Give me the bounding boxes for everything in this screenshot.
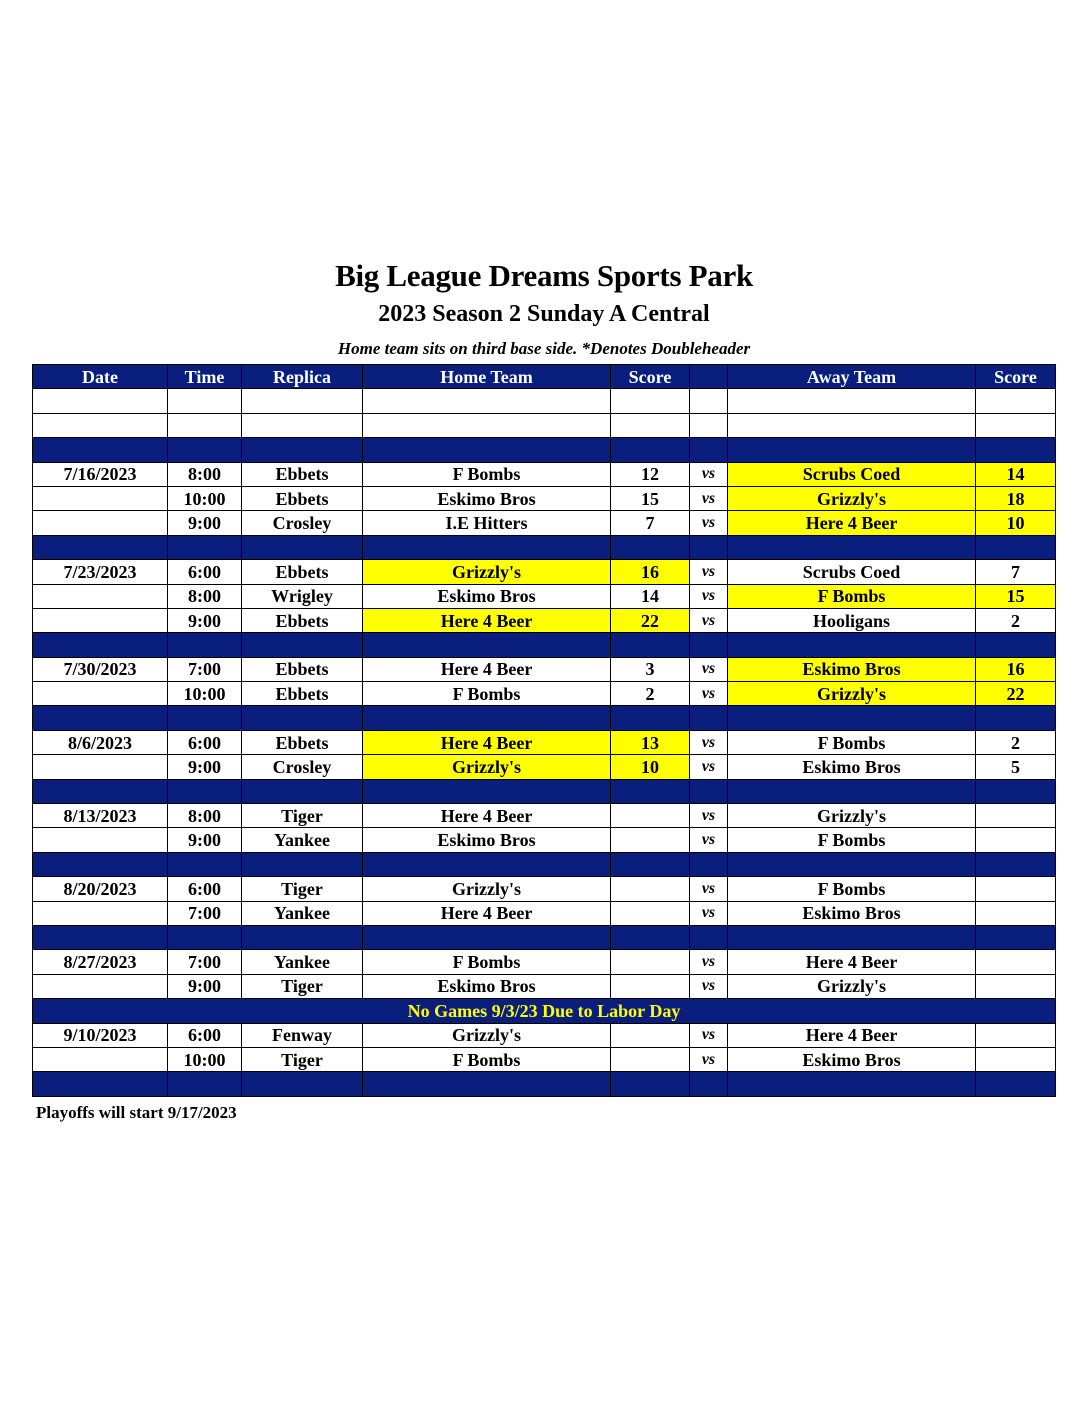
home-team-cell: Eskimo Bros bbox=[363, 828, 611, 852]
home-score-cell bbox=[611, 1023, 690, 1047]
away-team-cell: F Bombs bbox=[728, 828, 976, 852]
vs-cell bbox=[690, 852, 728, 876]
replica-cell bbox=[242, 925, 363, 949]
time-cell: 9:00 bbox=[168, 608, 242, 632]
home-team-cell bbox=[363, 389, 611, 413]
away-team-cell: Eskimo Bros bbox=[728, 901, 976, 925]
home-team-cell: Grizzly's bbox=[363, 877, 611, 901]
away-team-cell: Grizzly's bbox=[728, 804, 976, 828]
home-score-cell bbox=[611, 1072, 690, 1096]
vs-cell bbox=[690, 706, 728, 730]
game-row bbox=[33, 608, 1056, 632]
time-cell: 8:00 bbox=[168, 584, 242, 608]
time-cell: 10:00 bbox=[168, 1047, 242, 1071]
home-score-cell bbox=[611, 950, 690, 974]
time-cell bbox=[168, 706, 242, 730]
home-team-cell: F Bombs bbox=[363, 1047, 611, 1071]
home-team-cell bbox=[363, 535, 611, 559]
home-team-cell: Eskimo Bros bbox=[363, 974, 611, 998]
replica-cell bbox=[242, 389, 363, 413]
home-score-cell: 2 bbox=[611, 682, 690, 706]
away-score-cell bbox=[976, 877, 1056, 901]
replica-cell: Fenway bbox=[242, 1023, 363, 1047]
game-row bbox=[33, 828, 1056, 852]
replica-cell: Ebbets bbox=[242, 486, 363, 510]
home-team-cell: F Bombs bbox=[363, 950, 611, 974]
replica-cell: Wrigley bbox=[242, 584, 363, 608]
replica-cell bbox=[242, 413, 363, 437]
away-team-cell: Scrubs Coed bbox=[728, 560, 976, 584]
vs-cell: vs bbox=[690, 1047, 728, 1071]
home-score-cell: 22 bbox=[611, 608, 690, 632]
header-vs bbox=[690, 365, 728, 389]
game-row bbox=[33, 730, 1056, 754]
away-score-cell bbox=[976, 389, 1056, 413]
replica-cell: Yankee bbox=[242, 901, 363, 925]
home-team-cell: Eskimo Bros bbox=[363, 584, 611, 608]
home-score-cell bbox=[611, 413, 690, 437]
date-cell: 8/6/2023 bbox=[33, 730, 168, 754]
home-score-cell: 14 bbox=[611, 584, 690, 608]
home-team-cell bbox=[363, 779, 611, 803]
header-away-score: Score bbox=[976, 365, 1056, 389]
game-row bbox=[33, 804, 1056, 828]
away-team-cell bbox=[728, 535, 976, 559]
home-team-cell bbox=[363, 925, 611, 949]
notice-text: No Games 9/3/23 Due to Labor Day bbox=[33, 999, 1056, 1023]
replica-cell bbox=[242, 706, 363, 730]
replica-cell: Tiger bbox=[242, 804, 363, 828]
away-team-cell: F Bombs bbox=[728, 584, 976, 608]
away-team-cell bbox=[728, 706, 976, 730]
game-row bbox=[33, 901, 1056, 925]
time-cell: 10:00 bbox=[168, 682, 242, 706]
date-cell bbox=[33, 584, 168, 608]
vs-cell: vs bbox=[690, 486, 728, 510]
home-score-cell bbox=[611, 852, 690, 876]
time-cell bbox=[168, 413, 242, 437]
replica-cell: Yankee bbox=[242, 950, 363, 974]
home-score-cell bbox=[611, 779, 690, 803]
header-date: Date bbox=[33, 365, 168, 389]
away-score-cell bbox=[976, 804, 1056, 828]
home-score-cell bbox=[611, 706, 690, 730]
date-cell bbox=[33, 852, 168, 876]
time-cell: 7:00 bbox=[168, 901, 242, 925]
away-team-cell bbox=[728, 852, 976, 876]
header-row bbox=[33, 365, 1056, 389]
date-cell bbox=[33, 682, 168, 706]
time-cell bbox=[168, 633, 242, 657]
vs-cell: vs bbox=[690, 657, 728, 681]
replica-cell bbox=[242, 535, 363, 559]
home-score-cell bbox=[611, 535, 690, 559]
away-team-cell bbox=[728, 633, 976, 657]
header-away-team: Away Team bbox=[728, 365, 976, 389]
away-score-cell bbox=[976, 535, 1056, 559]
home-team-cell: Here 4 Beer bbox=[363, 901, 611, 925]
away-score-cell bbox=[976, 828, 1056, 852]
vs-cell: vs bbox=[690, 682, 728, 706]
vs-cell: vs bbox=[690, 462, 728, 486]
replica-cell: Ebbets bbox=[242, 657, 363, 681]
schedule-body bbox=[33, 389, 1056, 1096]
home-score-cell bbox=[611, 1047, 690, 1071]
vs-cell bbox=[690, 389, 728, 413]
game-row bbox=[33, 462, 1056, 486]
vs-cell: vs bbox=[690, 584, 728, 608]
game-row bbox=[33, 1023, 1056, 1047]
home-team-cell: Grizzly's bbox=[363, 560, 611, 584]
date-cell: 7/16/2023 bbox=[33, 462, 168, 486]
separator-row bbox=[33, 1072, 1056, 1096]
empty-row bbox=[33, 389, 1056, 413]
game-row bbox=[33, 755, 1056, 779]
date-cell bbox=[33, 633, 168, 657]
replica-cell: Ebbets bbox=[242, 682, 363, 706]
home-score-cell bbox=[611, 389, 690, 413]
home-team-cell: Here 4 Beer bbox=[363, 804, 611, 828]
home-score-cell bbox=[611, 633, 690, 657]
date-cell bbox=[33, 1047, 168, 1071]
home-score-cell: 12 bbox=[611, 462, 690, 486]
schedule-table bbox=[32, 364, 1056, 1097]
time-cell bbox=[168, 852, 242, 876]
replica-cell: Yankee bbox=[242, 828, 363, 852]
time-cell: 9:00 bbox=[168, 828, 242, 852]
time-cell: 9:00 bbox=[168, 974, 242, 998]
home-score-cell bbox=[611, 804, 690, 828]
away-score-cell: 15 bbox=[976, 584, 1056, 608]
home-team-cell: Here 4 Beer bbox=[363, 730, 611, 754]
away-team-cell bbox=[728, 438, 976, 462]
away-score-cell bbox=[976, 706, 1056, 730]
away-team-cell: Hooligans bbox=[728, 608, 976, 632]
schedule-note: Home team sits on third base side. *Denotes Doubleheader bbox=[337, 339, 751, 358]
away-team-cell: Grizzly's bbox=[728, 682, 976, 706]
separator-row bbox=[33, 925, 1056, 949]
away-score-cell bbox=[976, 1023, 1056, 1047]
vs-cell bbox=[690, 438, 728, 462]
vs-cell: vs bbox=[690, 974, 728, 998]
home-score-cell: 13 bbox=[611, 730, 690, 754]
home-team-cell: Eskimo Bros bbox=[363, 486, 611, 510]
time-cell bbox=[168, 535, 242, 559]
vs-cell: vs bbox=[690, 755, 728, 779]
away-team-cell: Eskimo Bros bbox=[728, 755, 976, 779]
home-team-cell: I.E Hitters bbox=[363, 511, 611, 535]
away-score-cell bbox=[976, 1047, 1056, 1071]
away-score-cell bbox=[976, 779, 1056, 803]
date-cell bbox=[33, 706, 168, 730]
replica-cell: Tiger bbox=[242, 974, 363, 998]
time-cell: 6:00 bbox=[168, 877, 242, 901]
home-team-cell bbox=[363, 1072, 611, 1096]
time-cell: 8:00 bbox=[168, 804, 242, 828]
home-team-cell bbox=[363, 633, 611, 657]
date-cell bbox=[33, 779, 168, 803]
home-score-cell bbox=[611, 438, 690, 462]
away-score-cell bbox=[976, 413, 1056, 437]
home-team-cell bbox=[363, 852, 611, 876]
playoffs-note: Playoffs will start 9/17/2023 bbox=[36, 1103, 237, 1122]
notice-row bbox=[33, 999, 1056, 1023]
game-row bbox=[33, 1047, 1056, 1071]
replica-cell bbox=[242, 633, 363, 657]
home-score-cell: 15 bbox=[611, 486, 690, 510]
vs-cell: vs bbox=[690, 877, 728, 901]
replica-cell: Tiger bbox=[242, 877, 363, 901]
separator-row bbox=[33, 438, 1056, 462]
away-score-cell: 2 bbox=[976, 608, 1056, 632]
time-cell bbox=[168, 779, 242, 803]
replica-cell bbox=[242, 779, 363, 803]
time-cell bbox=[168, 925, 242, 949]
date-cell bbox=[33, 925, 168, 949]
vs-cell bbox=[690, 925, 728, 949]
away-score-cell bbox=[976, 633, 1056, 657]
away-team-cell: Here 4 Beer bbox=[728, 511, 976, 535]
time-cell bbox=[168, 1072, 242, 1096]
away-score-cell bbox=[976, 438, 1056, 462]
date-cell: 8/20/2023 bbox=[33, 877, 168, 901]
time-cell: 6:00 bbox=[168, 730, 242, 754]
date-cell: 9/10/2023 bbox=[33, 1023, 168, 1047]
home-team-cell: F Bombs bbox=[363, 462, 611, 486]
date-cell: 7/30/2023 bbox=[33, 657, 168, 681]
vs-cell bbox=[690, 413, 728, 437]
game-row bbox=[33, 511, 1056, 535]
away-score-cell: 16 bbox=[976, 657, 1056, 681]
away-team-cell: Here 4 Beer bbox=[728, 950, 976, 974]
vs-cell: vs bbox=[690, 804, 728, 828]
vs-cell: vs bbox=[690, 730, 728, 754]
date-cell bbox=[33, 389, 168, 413]
time-cell: 6:00 bbox=[168, 1023, 242, 1047]
date-cell bbox=[33, 1072, 168, 1096]
time-cell bbox=[168, 389, 242, 413]
game-row bbox=[33, 486, 1056, 510]
away-score-cell: 18 bbox=[976, 486, 1056, 510]
away-team-cell: Grizzly's bbox=[728, 486, 976, 510]
home-score-cell bbox=[611, 901, 690, 925]
away-team-cell bbox=[728, 413, 976, 437]
date-cell bbox=[33, 755, 168, 779]
time-cell: 10:00 bbox=[168, 486, 242, 510]
game-row bbox=[33, 950, 1056, 974]
time-cell: 6:00 bbox=[168, 560, 242, 584]
replica-cell: Crosley bbox=[242, 511, 363, 535]
home-score-cell: 16 bbox=[611, 560, 690, 584]
replica-cell: Ebbets bbox=[242, 730, 363, 754]
vs-cell: vs bbox=[690, 1023, 728, 1047]
date-cell: 8/13/2023 bbox=[33, 804, 168, 828]
away-team-cell: Eskimo Bros bbox=[728, 1047, 976, 1071]
home-team-cell: Here 4 Beer bbox=[363, 657, 611, 681]
away-team-cell bbox=[728, 1072, 976, 1096]
away-score-cell: 5 bbox=[976, 755, 1056, 779]
away-score-cell: 2 bbox=[976, 730, 1056, 754]
home-score-cell bbox=[611, 828, 690, 852]
vs-cell bbox=[690, 633, 728, 657]
away-score-cell: 7 bbox=[976, 560, 1056, 584]
date-cell: 8/27/2023 bbox=[33, 950, 168, 974]
home-team-cell bbox=[363, 438, 611, 462]
away-team-cell bbox=[728, 779, 976, 803]
vs-cell: vs bbox=[690, 901, 728, 925]
replica-cell: Ebbets bbox=[242, 462, 363, 486]
header-replica: Replica bbox=[242, 365, 363, 389]
home-score-cell: 3 bbox=[611, 657, 690, 681]
date-cell bbox=[33, 486, 168, 510]
replica-cell: Ebbets bbox=[242, 608, 363, 632]
date-cell bbox=[33, 828, 168, 852]
vs-cell bbox=[690, 779, 728, 803]
home-score-cell bbox=[611, 877, 690, 901]
away-team-cell: Scrubs Coed bbox=[728, 462, 976, 486]
home-score-cell bbox=[611, 974, 690, 998]
empty-row bbox=[33, 413, 1056, 437]
home-team-cell bbox=[363, 413, 611, 437]
home-team-cell: Grizzly's bbox=[363, 755, 611, 779]
replica-cell: Ebbets bbox=[242, 560, 363, 584]
separator-row bbox=[33, 535, 1056, 559]
home-score-cell: 7 bbox=[611, 511, 690, 535]
away-team-cell bbox=[728, 389, 976, 413]
replica-cell: Crosley bbox=[242, 755, 363, 779]
replica-cell bbox=[242, 852, 363, 876]
separator-row bbox=[33, 852, 1056, 876]
home-team-cell: Grizzly's bbox=[363, 1023, 611, 1047]
date-cell bbox=[33, 413, 168, 437]
date-cell: 7/23/2023 bbox=[33, 560, 168, 584]
time-cell: 9:00 bbox=[168, 755, 242, 779]
header-home-team: Home Team bbox=[363, 365, 611, 389]
game-row bbox=[33, 584, 1056, 608]
home-team-cell: F Bombs bbox=[363, 682, 611, 706]
game-row bbox=[33, 682, 1056, 706]
replica-cell bbox=[242, 438, 363, 462]
away-score-cell bbox=[976, 901, 1056, 925]
page-title: Big League Dreams Sports Park bbox=[335, 258, 753, 293]
away-team-cell: Eskimo Bros bbox=[728, 657, 976, 681]
date-cell bbox=[33, 438, 168, 462]
date-cell bbox=[33, 608, 168, 632]
away-team-cell bbox=[728, 925, 976, 949]
home-score-cell: 10 bbox=[611, 755, 690, 779]
away-team-cell: F Bombs bbox=[728, 730, 976, 754]
away-team-cell: Grizzly's bbox=[728, 974, 976, 998]
page-subtitle: 2023 Season 2 Sunday A Central bbox=[378, 301, 710, 327]
time-cell: 7:00 bbox=[168, 950, 242, 974]
game-row bbox=[33, 974, 1056, 998]
game-row bbox=[33, 560, 1056, 584]
vs-cell: vs bbox=[690, 828, 728, 852]
away-score-cell: 10 bbox=[976, 511, 1056, 535]
vs-cell bbox=[690, 1072, 728, 1096]
replica-cell bbox=[242, 1072, 363, 1096]
date-cell bbox=[33, 974, 168, 998]
header-time: Time bbox=[168, 365, 242, 389]
vs-cell bbox=[690, 535, 728, 559]
vs-cell: vs bbox=[690, 560, 728, 584]
vs-cell: vs bbox=[690, 950, 728, 974]
away-score-cell bbox=[976, 950, 1056, 974]
time-cell: 8:00 bbox=[168, 462, 242, 486]
vs-cell: vs bbox=[690, 511, 728, 535]
home-score-cell bbox=[611, 925, 690, 949]
replica-cell: Tiger bbox=[242, 1047, 363, 1071]
away-score-cell: 22 bbox=[976, 682, 1056, 706]
away-score-cell bbox=[976, 852, 1056, 876]
time-cell: 9:00 bbox=[168, 511, 242, 535]
separator-row bbox=[33, 633, 1056, 657]
separator-row bbox=[33, 779, 1056, 803]
date-cell bbox=[33, 511, 168, 535]
home-team-cell: Here 4 Beer bbox=[363, 608, 611, 632]
away-score-cell: 14 bbox=[976, 462, 1056, 486]
game-row bbox=[33, 877, 1056, 901]
away-team-cell: Here 4 Beer bbox=[728, 1023, 976, 1047]
game-row bbox=[33, 657, 1056, 681]
time-cell: 7:00 bbox=[168, 657, 242, 681]
away-team-cell: F Bombs bbox=[728, 877, 976, 901]
home-team-cell bbox=[363, 706, 611, 730]
date-cell bbox=[33, 535, 168, 559]
time-cell bbox=[168, 438, 242, 462]
vs-cell: vs bbox=[690, 608, 728, 632]
away-score-cell bbox=[976, 1072, 1056, 1096]
header-home-score: Score bbox=[611, 365, 690, 389]
separator-row bbox=[33, 706, 1056, 730]
away-score-cell bbox=[976, 974, 1056, 998]
date-cell bbox=[33, 901, 168, 925]
away-score-cell bbox=[976, 925, 1056, 949]
